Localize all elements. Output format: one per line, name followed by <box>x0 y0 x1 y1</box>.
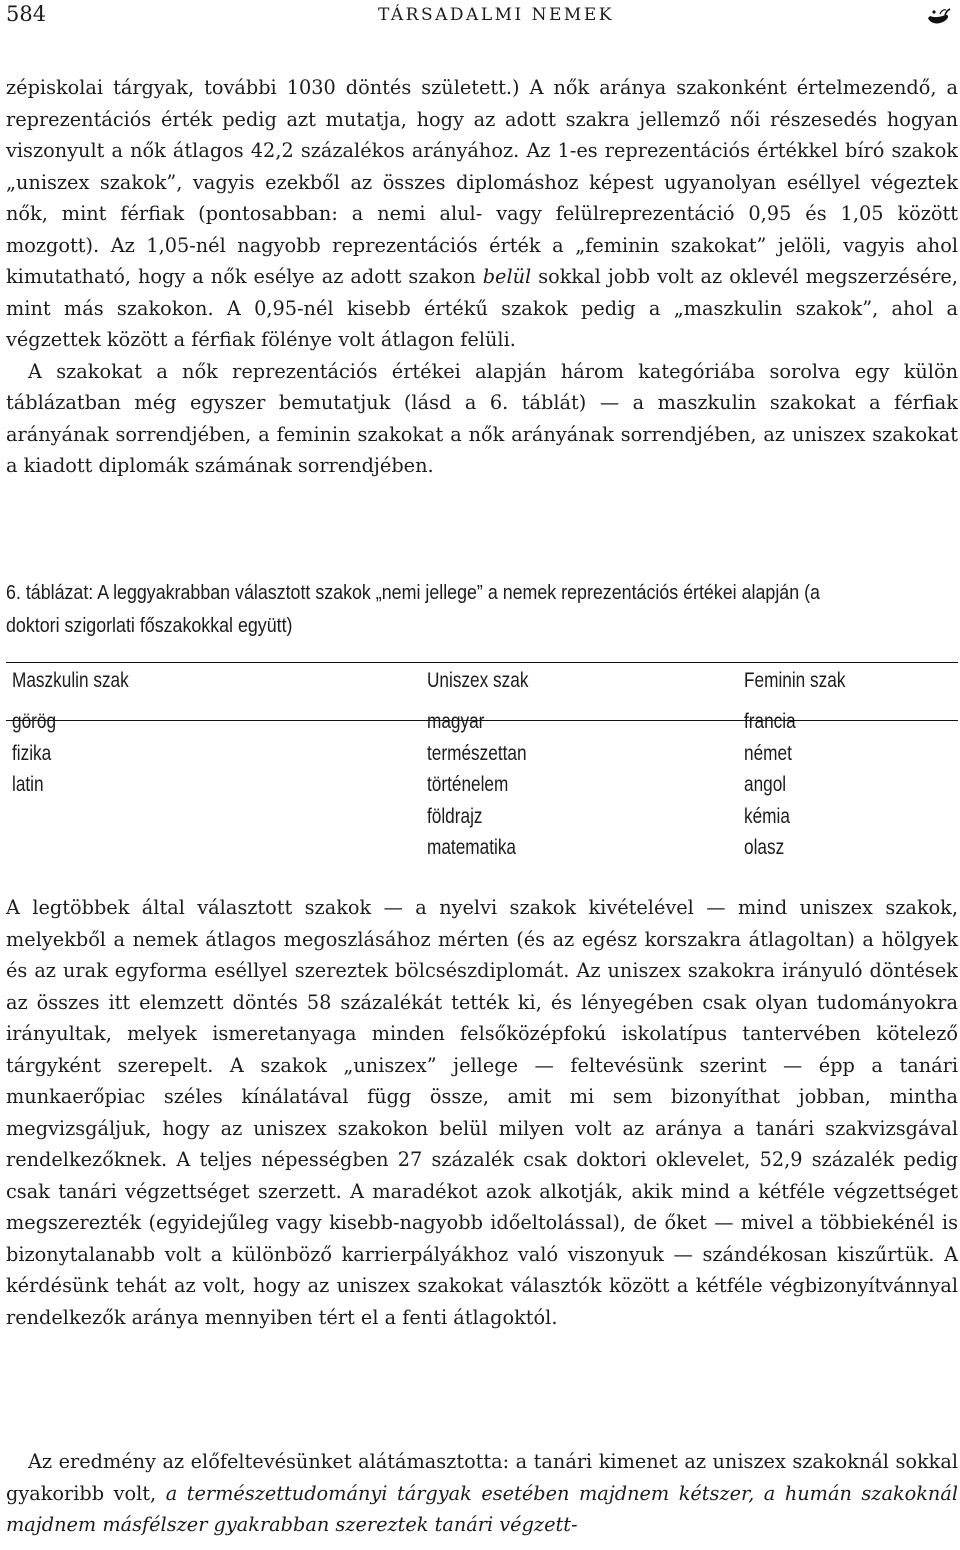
table-cell: francia <box>744 710 796 733</box>
paragraph-3: A legtöbbek által választott szakok — a nyelvi szakok kivételével — mind uniszex szakok, melyekből a nemek átlagos megoszlásához mérten (és az egész korszakra átlagoltan) a hölgyek és az urak egyforma eséllyel szereztek bölcsészdiplomát. Az uniszex szakokra irányuló döntések az összes itt elemzett döntés 58 százalékát tették ki, és lényegében csak olyan tudományokra irányultak, melyek ismeretanyaga minden felsőközépfokú iskolatípus tantervében kötelező tárgyként szerepelt. A szakok „uniszex” jellege — feltevésünk szerint — épp a tanári munkaerőpiac széles kínálatával függ össze, amit mi sem bizonyíthat jobban, mintha megvizsgáljuk, hogy az uniszex szakokon belül milyen volt az aránya a tanári szakvizsgával rendelkezőknek. A teljes népességben 27 százalék csak doktori oklevelet, 52,9 százalék pedig csak tanári végzettséget szerzett. A maradékot azok alkotják, akik mind a kétféle végzettséget megszerezték (egyidejűleg vagy kisebb-nagyobb időeltolással), de őket — mivel a többiekénél is bizonytalanabb volt a különböző karrierpályákhoz való viszonyuk — szándékosan kiszűrtük. A kérdésünk tehát az volt, hogy az uniszex szakokat választók között a kétféle végbizonyítvánnyal rendelkezők aránya mennyiben tért el a fenti átlagoktól. <box>6 896 958 1329</box>
column-feminin <box>744 706 807 864</box>
running-title: TÁRSADALMI NEMEK <box>378 5 614 25</box>
paragraph-2: A szakokat a nők reprezentációs értékei alapján három kategóriába sorolva egy külön táblázatban még egyszer bemutatjuk (lásd a 6. táblát) — a maszkulin szakokat a férfiak arányának sorrendjében, a feminin szakokat a nők arányának sorrendjében, az uniszex szakokat a kiadott diplomák számának sorrendjében. <box>6 359 958 477</box>
paragraph-4: Az eredmény az előfeltevésünket alátámasztotta: a tanári kimenet az uniszex szakoknál sokkal gyakoribb volt, a természettudományi tárgyak esetében majdnem kétszer, a humán szakoknál majdnem másfélszer gyakrabban szereztek tanári végzett- <box>6 1450 959 1536</box>
column-uniszex <box>427 706 548 864</box>
table-cell: magyar <box>427 710 485 733</box>
column-maszkulin <box>12 706 66 801</box>
table-cell: olasz <box>744 836 785 859</box>
emphasis-result: a természettudományi tárgyak esetében majdnem kétszer, a humán szakoknál majdnem másfélszer gyakrabban szereztek tanári végzett- <box>6 1481 959 1536</box>
table-cell: kémia <box>744 804 790 828</box>
table-cell: természettan <box>427 741 527 765</box>
table-cell: görög <box>12 710 57 733</box>
text-block-last <box>6 1446 958 1541</box>
table-cell: fizika <box>12 741 52 765</box>
table-cell: földrajz <box>427 804 483 828</box>
text-block-bottom <box>6 892 958 1333</box>
text-block-top <box>6 72 958 482</box>
table-cell: matematika <box>427 836 517 859</box>
header-feminin: Feminin szak <box>744 669 846 692</box>
table-cell: történelem <box>427 773 509 796</box>
header-maszkulin: Maszkulin szak <box>12 669 129 692</box>
table-top-rule <box>6 662 958 663</box>
table-caption: 6. táblázat: A leggyakrabban választott szakok „nemi jellege” a nemek reprezentációs értékei alapján (a doktori szigorlati főszakokkal együtt) <box>6 581 820 637</box>
paragraph-1: zépiskolai tárgyak, további 1030 döntés született.) A nők aránya szakonként értelmezendő, a reprezentációs érték pedig azt mutatja, hogy az adott szakra jellemző női részesedés hogyan viszonyult a nők átlagos 42,2 százalékos arányához. Az 1-es reprezentációs értékkel bíró szakok „uniszex szakok”, vagyis ezekből az összes diplomáshoz képest ugyanolyan eséllyel végeztek nők, mint férfiak (pontosabban: a nemi alul- vagy felülreprezentáció 0,95 és 1,05 között mozgott). Az 1,05-nél nagyobb reprezentációs érték a „feminin szakokat” jelöli, vagyis ahol kimutatható, hogy a nők esélye az adott szakon belül sokkal jobb volt az oklevél megszerzésére, mint más szakokon. A 0,95-nél kisebb értékű szakok pedig a „maszkulin szakok”, ahol a végzettek között a férfiak fölénye volt átlagon felüli. <box>6 76 958 351</box>
table-cell: angol <box>744 773 787 796</box>
table-cell: német <box>744 741 792 765</box>
table-cell: latin <box>12 773 44 796</box>
header-uniszex: Uniszex szak <box>427 669 529 692</box>
page-number: 584 <box>6 2 47 26</box>
page-header <box>6 2 952 34</box>
pepper-ornament-icon <box>924 4 952 28</box>
emphasis-belul: belül <box>482 265 532 288</box>
